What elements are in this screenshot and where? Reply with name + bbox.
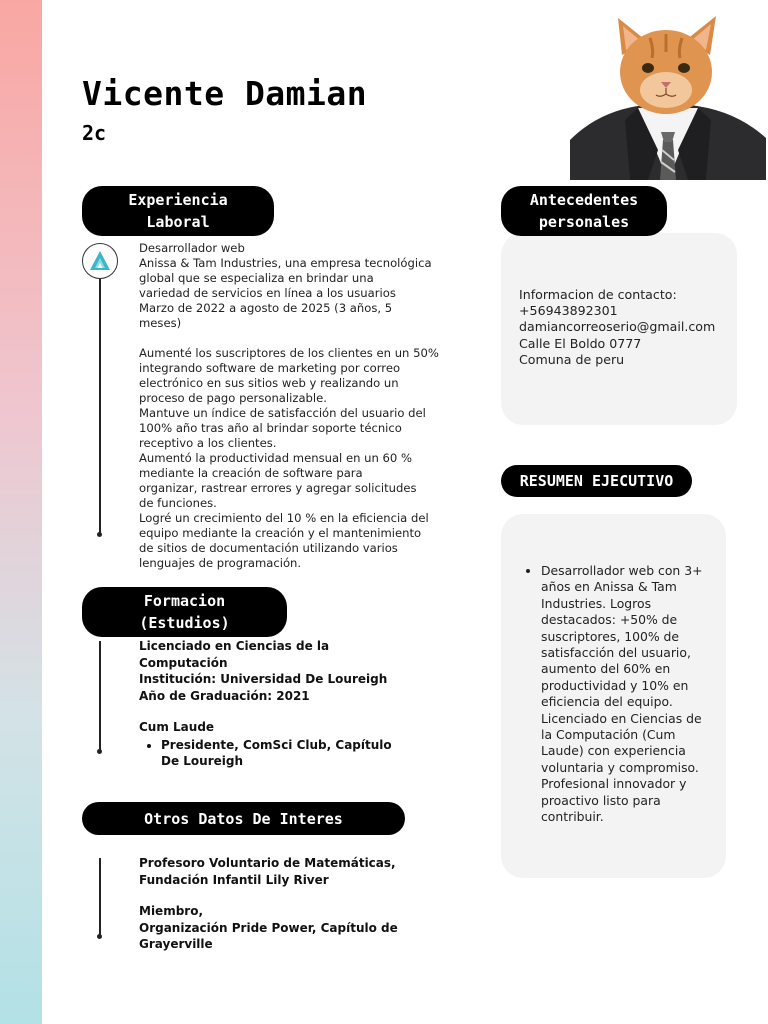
volunteer-line: Fundación Infantil Lily River [139,872,329,887]
employment-dates: Marzo de 2022 a agosto de 2025 (3 años, 5 [139,301,393,315]
degree-line: Computación [139,655,228,670]
other-details [139,855,439,953]
achievement-line: de funciones. [139,496,217,510]
achievement-line: Mantuve un índice de satisfacción del usuario del [139,406,426,420]
achievement-line: equipo mediante la creación y el mantenimiento [139,526,422,540]
education-section-title [82,587,287,637]
other-section-title [82,802,405,835]
achievement-line: receptivo a los clientes. [139,436,277,450]
volunteer-line: Profesoro Voluntario de Matemáticas, [139,856,396,870]
achievement-line: electrónico en sus sitios web y realizando un [139,376,399,390]
personal-title-line1: Antecedentes [529,191,639,209]
education-bullet: • Presidente, ComSci Club, Capítulo De Loureigh [161,737,411,770]
education-title-line2: (Estudios) [139,614,230,632]
contact-info [519,287,715,368]
summary-title-text: RESUMEN EJECUTIVO [519,472,674,490]
achievement-line: integrando software de marketing por correo [139,361,401,375]
experience-timeline-line [99,279,101,534]
contact-commune: Comuna de peru [519,351,625,367]
experience-details [139,241,439,571]
achievement-line: de sitios de documentación utilizando varios [139,541,398,555]
company-line: global que se especializa en brindar una [139,271,374,285]
employment-dates: meses) [139,316,182,330]
education-details [139,638,439,770]
achievement-line: organizar, rastrear errores y agregar solicitudes [139,481,417,495]
achievement-line: lenguajes de programación. [139,556,302,570]
experience-section-title [82,186,274,236]
other-timeline-line [99,858,101,936]
summary-content [523,563,713,826]
graduation-year: Año de Graduación: 2021 [139,688,310,703]
summary-section-title [501,465,692,497]
achievement-line: Aumentó la productividad mensual en un 60 % [139,451,412,465]
profile-photo-icon [570,10,766,180]
membership-line: Grayerville [139,937,213,951]
achievement-line: proceso de pago personalizable. [139,391,327,405]
contact-label: Informacion de contacto: [519,287,677,302]
achievement-line: Logré un crecimiento del 10 % en la eficiencia del [139,511,429,525]
education-title-line1: Formacion [143,592,226,610]
resume-name: Vicente Damian [82,74,368,113]
experience-title-line1: Experiencia [128,191,228,209]
job-title: Desarrollador web [139,241,245,255]
degree-line: Licenciado en Ciencias de la [139,639,330,653]
accent-sidebar-bar [0,0,42,1024]
company-line: variedad de servicios en línea a los usuarios [139,286,396,300]
achievement-line: Aumenté los suscriptores de los clientes en un 50% [139,346,439,360]
resume-subtitle: 2c [82,121,107,145]
personal-section-title [501,186,667,236]
experience-title-line2: Laboral [146,213,210,231]
contact-email: damiancorreoserio@gmail.com [519,319,716,335]
achievement-line: 100% año tras año al brindar soporte técnico [139,421,402,435]
summary-bullet: • Desarrollador web con 3+ años en Anissa & Tam Industries. Logros destacados: +50% de suscriptores, 100% de satisfacción del usuario, aumento del 60% en productividad y 10% en eficiencia del equipo. Licenciado en Ciencias de la Computación (Cum Laude) con experiencia voluntaria y compromiso. Profesional innovador y proactivo listo para contribuir. [541,563,713,826]
contact-address: Calle El Boldo 0777 [519,335,642,351]
experience-timeline-end [97,532,102,537]
honor-line: Cum Laude [139,720,215,734]
institution-line: Institución: Universidad De Loureigh [139,672,388,686]
company-line: Anissa & Tam Industries, una empresa tecnológica [139,256,432,270]
achievement-line: mediante la creación de software para [139,466,363,480]
education-timeline-line [99,641,101,751]
membership-line: Organización Pride Power, Capítulo de [139,920,398,935]
company-logo-icon [82,243,118,279]
contact-phone: +56943892301 [519,303,618,319]
personal-title-line2: personales [538,213,630,231]
membership-line: Miembro, [139,904,204,918]
other-title-text: Otros Datos De Interes [144,809,343,828]
other-timeline-end [97,934,102,939]
education-timeline-end [97,749,102,754]
